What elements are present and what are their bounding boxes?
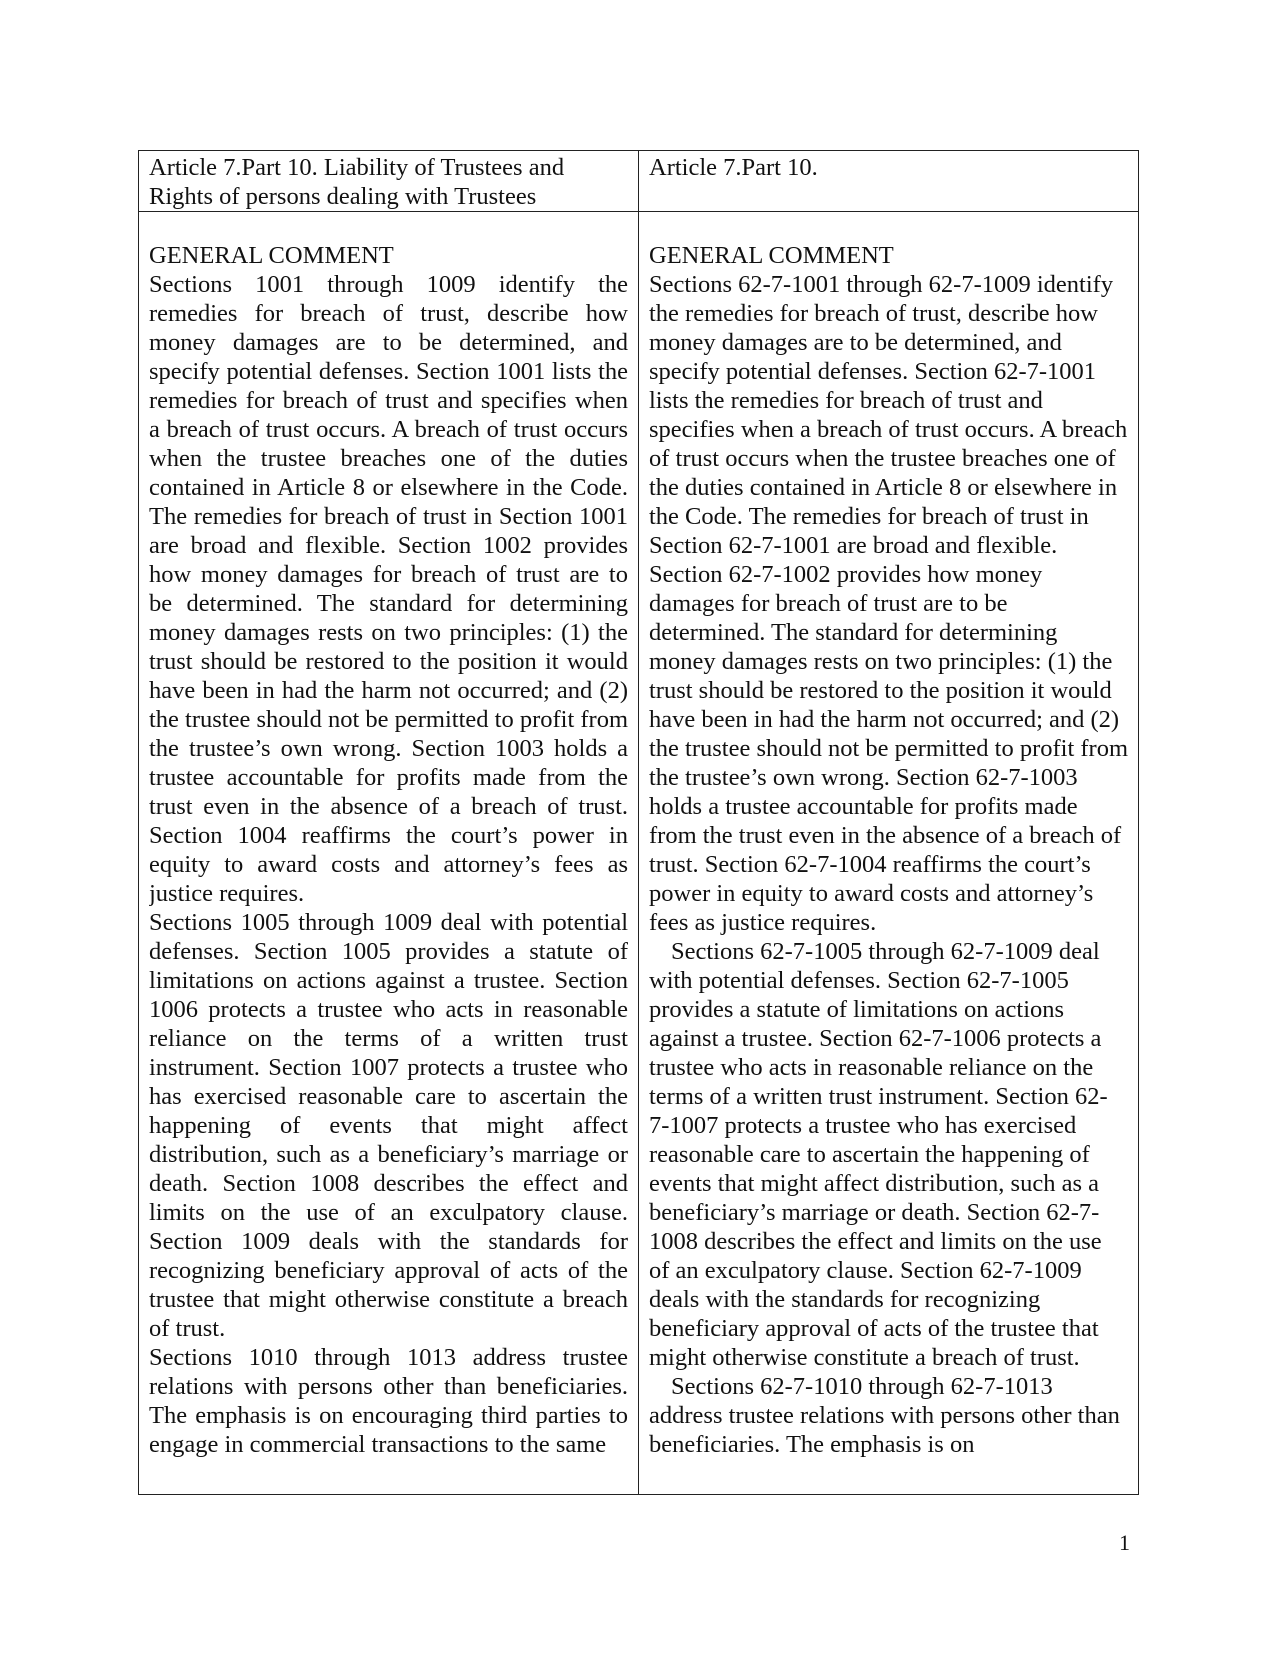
left-general-comment-heading: GENERAL COMMENT xyxy=(149,242,394,269)
left-paragraph-remedies: Sections 1001 through 1009 identify the remedies for breach of trust, describe how money damages are to be determined, and specify potential defenses. Section 1001 lists the remedies for breach of trust and specifies when a breach of trust occurs. A breach of trust occurs when the trustee breaches one of the duties contained in Article 8 or elsewhere in the Code. The remedies for breach of trust in Section 1001 are broad and flexible. Section 1002 provides how money damages for breach of trust are to be determined. The standard for determining money damages rests on two principles: (1) the trust should be restored to the position it would have been in had the harm not occurred; and (2) the trustee should not be permitted to profit from the trustee’s own wrong. Section 1003 holds a trustee accountable for profits made from the trust even in the absence of a breach of trust. Section 1004 reaffirms the court’s power in equity to award costs and attorney’s fees as justice requires. xyxy=(149,271,628,907)
table-header-row xyxy=(139,151,1139,212)
page-number: 1 xyxy=(1119,1530,1130,1555)
left-body-cell xyxy=(139,212,639,1495)
right-paragraph-third-parties: Sections 62-7-1010 through 62-7-1013 address trustee relations with persons other than beneficiaries. The emphasis is on xyxy=(649,1373,1120,1458)
right-header-title: Article 7.Part 10. xyxy=(649,154,818,181)
right-body-cell xyxy=(639,212,1139,1495)
table-body-row xyxy=(139,212,1139,1495)
comparison-table xyxy=(138,150,1139,1495)
right-header-cell xyxy=(639,151,1139,212)
right-paragraph-remedies: Sections 62-7-1001 through 62-7-1009 identify the remedies for breach of trust, describe how money damages are to be determined, and specify potential defenses. Section 62-7-1001 lists the remedies for breach of trust and specifies when a breach of trust occurs. A breach of trust occurs when the trustee breaches one of the duties contained in Article 8 or elsewhere in the Code. The remedies for breach of trust in Section 62-7-1001 are broad and flexible. Section 62-7-1002 provides how money damages for breach of trust are to be determined. The standard for determining money damages rests on two principles: (1) the trust should be restored to the position it would have been in had the harm not occurred; and (2) the trustee should not be permitted to profit from the trustee’s own wrong. Section 62-7-1003 holds a trustee accountable for profits made from the trust even in the absence of a breach of trust. Section 62-7-1004 reaffirms the court’s power in equity to award costs and attorney’s fees as justice requires. xyxy=(649,271,1128,936)
right-paragraph-defenses: Sections 62-7-1005 through 62-7-1009 deal with potential defenses. Section 62-7-1005 provides a statute of limitations on actions against a trustee. Section 62-7-1006 protects a trustee who acts in reasonable reliance on the terms of a written trust instrument. Section 62-7-1007 protects a trustee who has exercised reasonable care to ascertain the happening of events that might affect distribution, such as a beneficiary’s marriage or death. Section 62-7-1008 describes the effect and limits on the use of an exculpatory clause. Section 62-7-1009 deals with the standards for recognizing beneficiary approval of acts of the trustee that might otherwise constitute a breach of trust. xyxy=(649,938,1108,1371)
left-header-title: Article 7.Part 10. Liability of Trustees and Rights of persons dealing with Trustees xyxy=(149,154,565,210)
left-header-cell xyxy=(139,151,639,212)
right-general-comment-heading: GENERAL COMMENT xyxy=(649,242,894,269)
left-paragraph-defenses: Sections 1005 through 1009 deal with potential defenses. Section 1005 provides a statute of limitations on actions against a trustee. Section 1006 protects a trustee who acts in reasonable reliance on the terms of a written trust instrument. Section 1007 protects a trustee who has exercised reasonable care to ascertain the happening of events that might affect distribution, such as a beneficiary’s marriage or death. Section 1008 describes the effect and limits on the use of an exculpatory clause. Section 1009 deals with the standards for recognizing beneficiary approval of acts of the trustee that might otherwise constitute a breach of trust. xyxy=(149,909,628,1342)
left-paragraph-third-parties: Sections 1010 through 1013 address trustee relations with persons other than beneficiaries. The emphasis is on encouraging third parties to engage in commercial transactions to the same xyxy=(149,1344,628,1458)
